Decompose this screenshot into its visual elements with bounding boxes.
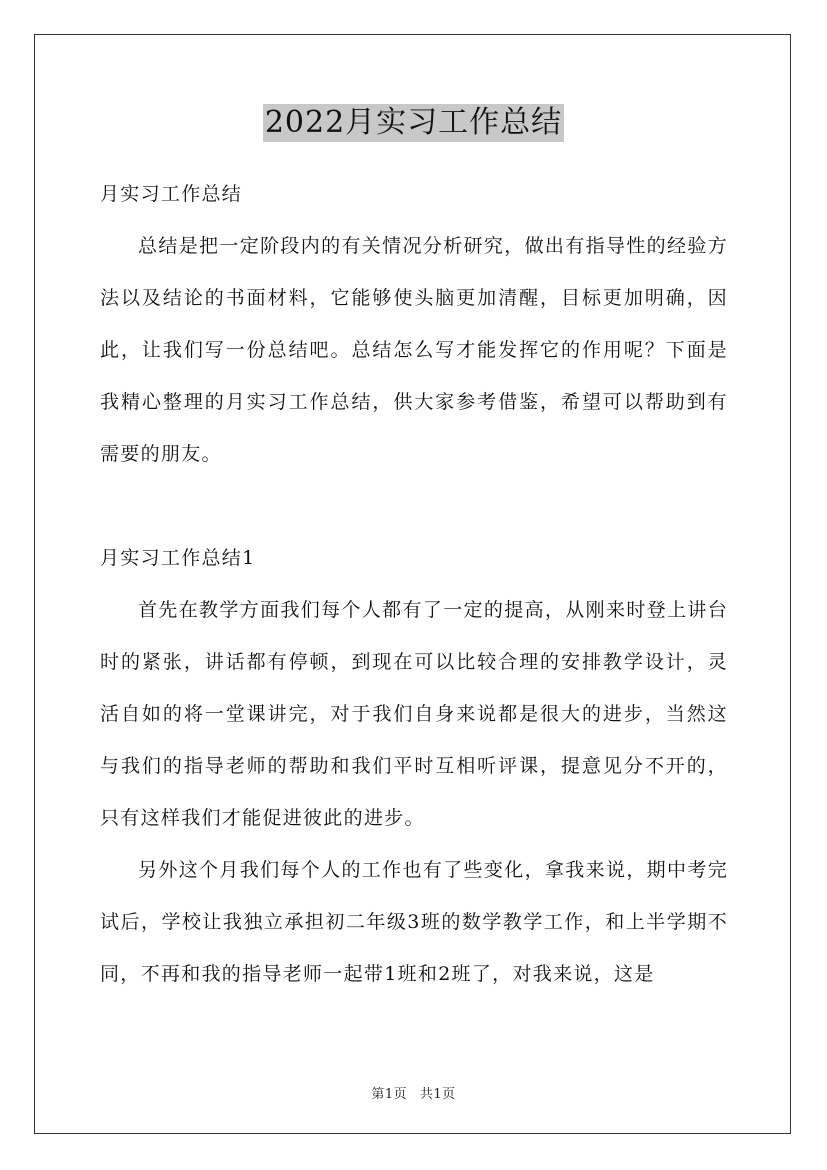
page-number-current: 第1页 bbox=[371, 1087, 408, 1102]
intro-heading: 月实习工作总结 bbox=[100, 183, 243, 205]
document-title: 2022月实习工作总结 bbox=[264, 105, 563, 140]
section-spacer bbox=[100, 480, 728, 532]
section1-paragraph-2: 另外这个月我们每个人的工作也有了些变化，拿我来说，期中考完试后，学校让我独立承担初二年级3班的数学教学工作，和上半学期不同，不再和我的指导老师一起带1班和2班了，对我来说，这是 bbox=[100, 859, 728, 985]
section1-heading: 月实习工作总结1 bbox=[100, 547, 256, 569]
document-body bbox=[100, 168, 728, 1000]
title-container bbox=[0, 104, 827, 142]
page-footer bbox=[0, 1083, 827, 1102]
page-number-total: 共1页 bbox=[419, 1087, 456, 1102]
intro-paragraph: 总结是把一定阶段内的有关情况分析研究，做出有指导性的经验方法以及结论的书面材料，它能够使头脑更加清醒，目标更加明确，因此，让我们写一份总结吧。总结怎么写才能发挥它的作用呢？下面是我精心整理的月实习工作总结，供大家参考借鉴，希望可以帮助到有需要的朋友。 bbox=[100, 235, 728, 465]
section1-paragraph-1: 首先在教学方面我们每个人都有了一定的提高，从刚来时登上讲台时的紧张，讲话都有停顿，到现在可以比较合理的安排教学设计，灵活自如的将一堂课讲完，对于我们自身来说都是很大的进步，当然这与我们的指导老师的帮助和我们平时互相听评课，提意见分不开的，只有这样我们才能促进彼此的进步。 bbox=[100, 599, 728, 829]
